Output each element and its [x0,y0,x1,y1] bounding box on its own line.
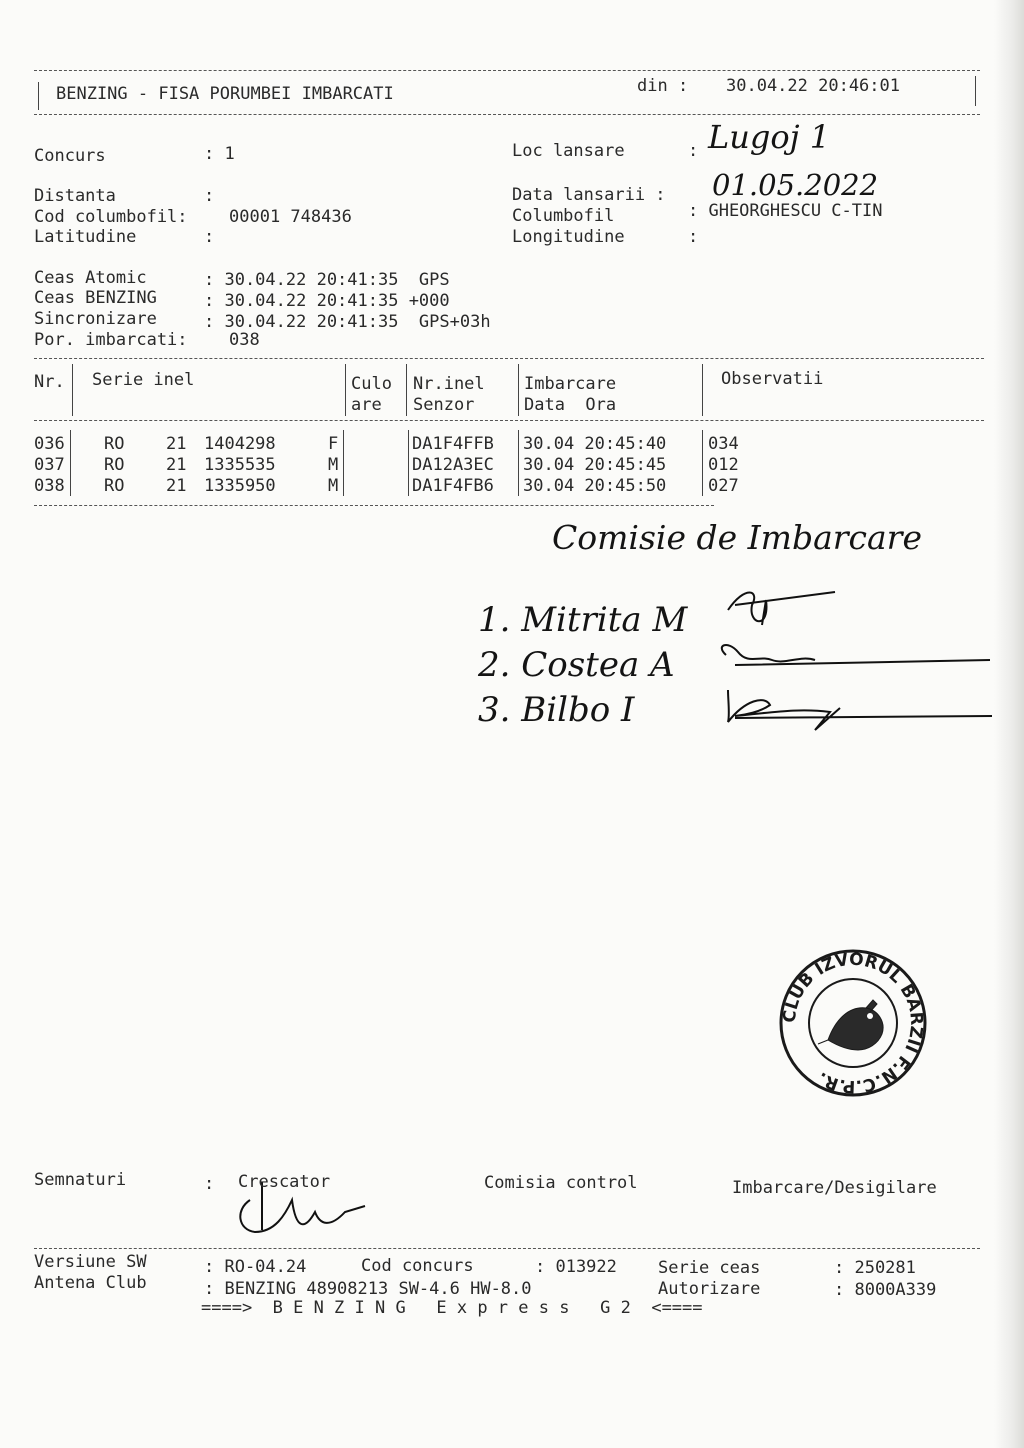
semnaturi-label: Semnaturi [34,1170,127,1190]
cod-concurs-value: : 013922 [535,1257,617,1277]
ceas-benzing-value: : 30.04.22 20:41:35 +000 [204,291,450,311]
row-obs: 027 [708,476,739,496]
comisia-control-label: Comisia control [484,1173,638,1193]
stamp-text: CLUB IZVORUL BARZII F.N.C.P.R. [779,949,927,1097]
row-year: 21 [166,455,187,475]
longitudine-value: : [688,227,699,247]
row-sex: F [328,434,339,454]
row-country: RO [104,476,125,496]
commission-member-3: 3. Bilbo I [478,690,635,730]
row-datetime: 30.04 20:45:45 [523,455,667,475]
row-sensor: DA12A3EC [412,455,494,475]
data-lansarii-label: Data lansarii : [512,185,666,205]
commission-title: Comisie de Imbarcare [552,518,922,557]
row-sex: M [328,455,339,475]
signature-stroke-1 [728,592,835,625]
header-observatii: Observatii [721,369,824,389]
row-sensor: DA1F4FB6 [412,476,494,496]
cod-concurs-label: Cod concurs [361,1256,474,1276]
loc-lansare-colon: : [688,141,699,161]
pigeon-icon [818,1000,883,1050]
loc-lansare-handwritten: Lugoj 1 [708,118,831,156]
concurs-value: : 1 [204,144,235,164]
row-nr: 036 [34,434,65,454]
commission-member-1: 1. Mitrita M [478,600,688,640]
por-imbarcati-value: 038 [229,330,260,350]
concurs-label: Concurs [34,146,106,166]
header-nr-inel: Nr.inel [413,374,485,394]
row-ring: 1335950 [204,476,276,496]
imbarcare-desigilare-label: Imbarcare/Desigilare [732,1178,937,1198]
row-country: RO [104,434,125,454]
row-country: RO [104,455,125,475]
signature-stroke-3 [728,690,992,730]
report-title: BENZING - FISA PORUMBEI IMBARCATI [56,84,394,104]
sincronizare-label: Sincronizare [34,309,157,329]
header-data-ora: Data Ora [524,395,617,415]
autorizare-value: : 8000A339 [834,1280,937,1300]
autorizare-label: Autorizare [658,1279,761,1299]
club-stamp [778,948,928,1098]
header-serie-inel: Serie inel [92,370,195,390]
antena-club-value: : BENZING 48908213 SW-4.6 HW-8.0 [204,1279,532,1299]
row-year: 21 [166,476,187,496]
row-ring: 1335535 [204,455,276,475]
latitudine-label: Latitudine [34,227,137,247]
por-imbarcati-label: Por. imbarcati: [34,330,188,350]
header-culo: Culo [351,374,392,394]
columbofil-value: : GHEORGHESCU C-TIN [688,201,883,221]
serie-ceas-value: : 250281 [834,1258,916,1278]
row-obs: 012 [708,455,739,475]
antena-club-label: Antena Club [34,1273,147,1293]
columbofil-label: Columbofil [512,206,615,226]
row-year: 21 [166,434,187,454]
ceas-atomic-label: Ceas Atomic [34,268,147,288]
loc-lansare-label: Loc lansare [512,141,625,161]
row-datetime: 30.04 20:45:50 [523,476,667,496]
report-date-value: 30.04.22 20:46:01 [726,76,900,96]
footer-top-rule [34,1248,980,1249]
latitudine-value: : [204,227,215,247]
row-nr: 037 [34,455,65,475]
sincronizare-value: : 30.04.22 20:41:35 GPS+03h [204,312,491,332]
versiune-sw-label: Versiune SW [34,1252,147,1272]
header-nr: Nr. [34,372,65,392]
commission-member-2: 2. Costea A [478,645,675,685]
distanta-value: : [204,186,215,206]
distanta-label: Distanta [34,186,116,206]
cod-columbofil-value: 00001 748436 [229,207,352,227]
cod-columbofil-label: Cod columbofil: [34,207,188,227]
header-are: are [351,395,382,415]
longitudine-label: Longitudine [512,227,625,247]
row-datetime: 30.04 20:45:40 [523,434,667,454]
data-lansarii-handwritten: 01.05.2022 [712,168,879,202]
versiune-sw-value: : RO-04.24 [204,1257,307,1277]
row-nr: 038 [34,476,65,496]
row-ring: 1404298 [204,434,276,454]
row-sensor: DA1F4FFB [412,434,494,454]
benzing-banner: ====> B E N Z I N G E x p r e s s G 2 <==== [201,1298,703,1318]
signature-stroke-2 [722,645,990,665]
row-obs: 034 [708,434,739,454]
header-senzor: Senzor [413,395,475,415]
report-date-label: din : [637,76,689,96]
semnaturi-colon: : [204,1174,215,1194]
ceas-atomic-value: : 30.04.22 20:41:35 GPS [204,270,450,290]
crescator-label: Crescator [238,1172,331,1192]
header-imbarcare: Imbarcare [524,374,617,394]
ceas-benzing-label: Ceas BENZING [34,288,157,308]
row-sex: M [328,476,339,496]
serie-ceas-label: Serie ceas [658,1258,761,1278]
